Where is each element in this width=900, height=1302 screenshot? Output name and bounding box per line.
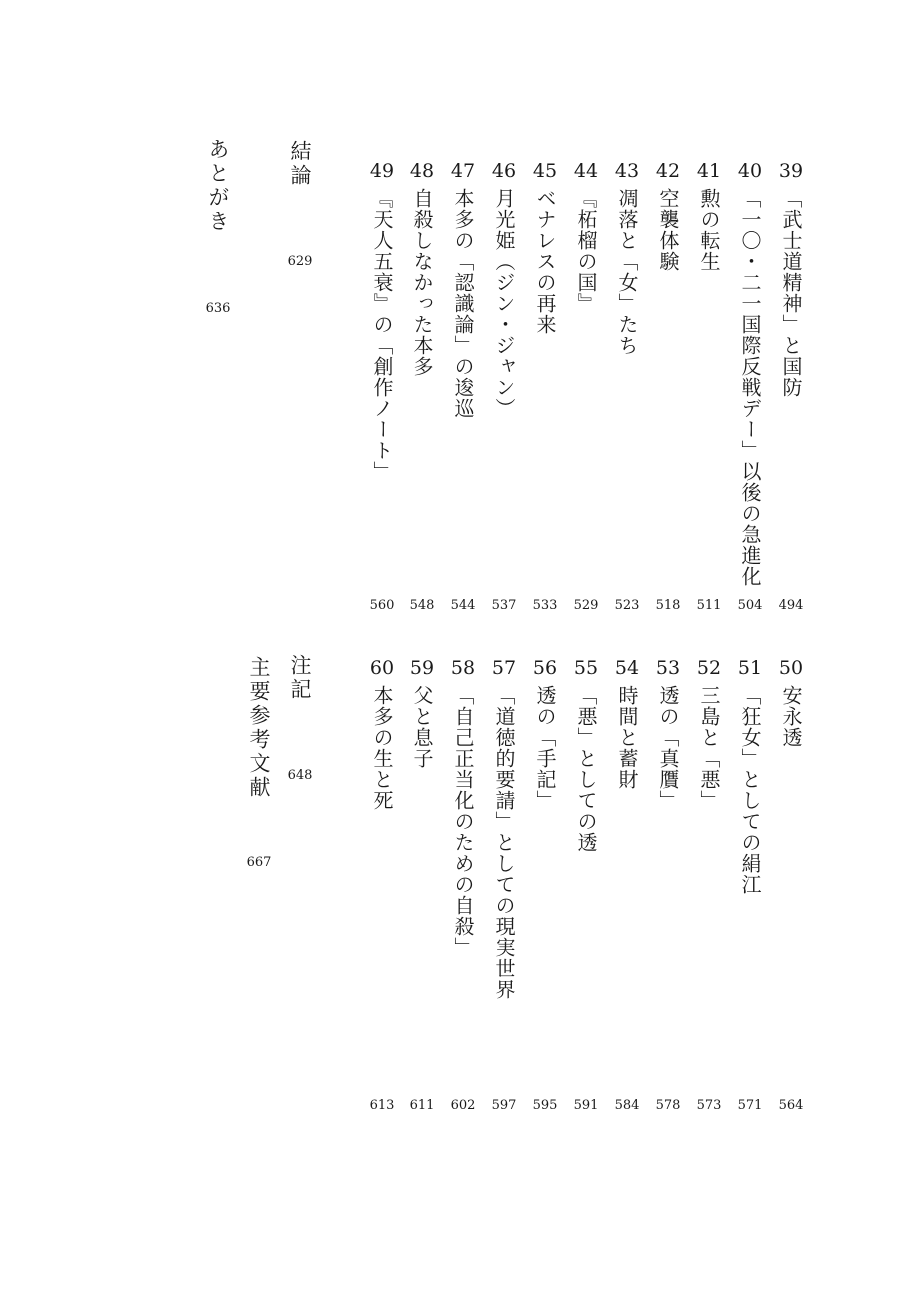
- entry-title: 『柘榴の国』: [574, 188, 598, 314]
- entry-page: 523: [614, 598, 640, 613]
- heading-title: あとがき: [206, 138, 230, 234]
- entry-page: 529: [573, 598, 599, 613]
- entry-page: 584: [614, 1098, 640, 1113]
- entry-page: 578: [655, 1098, 681, 1113]
- heading-page: 648: [287, 768, 313, 783]
- entry-page: 537: [491, 598, 517, 613]
- entry-page: 613: [369, 1098, 395, 1113]
- entry-title: 「悪」としての透: [574, 685, 598, 853]
- entry-page: 573: [696, 1098, 722, 1113]
- entry-number: 49: [369, 160, 395, 182]
- entry-number: 56: [532, 657, 558, 679]
- entry-page: 611: [409, 1098, 435, 1113]
- entry-number: 54: [614, 657, 640, 679]
- heading-title: 注記: [288, 654, 312, 702]
- entry-title: 「武士道精神」と国防: [779, 188, 803, 398]
- entry-title: 本多の「認識論」の逡巡: [451, 188, 475, 419]
- entry-page: 564: [778, 1098, 804, 1113]
- heading-page: 629: [287, 254, 313, 269]
- entry-number: 58: [450, 657, 476, 679]
- entry-page: 544: [450, 598, 476, 613]
- entry-title: 『天人五衰』の「創作ノート」: [370, 188, 394, 482]
- heading-title: 結論: [288, 140, 312, 188]
- entry-title: 「自己正当化のための自殺」: [451, 685, 475, 958]
- entry-number: 46: [491, 160, 517, 182]
- entry-number: 43: [614, 160, 640, 182]
- entry-title: 三島と「悪」: [697, 685, 721, 811]
- heading-page: 667: [246, 855, 272, 870]
- entry-page: 533: [532, 598, 558, 613]
- entry-page: 597: [491, 1098, 517, 1113]
- entry-page: 595: [532, 1098, 558, 1113]
- entry-number: 48: [409, 160, 435, 182]
- entry-number: 53: [655, 657, 681, 679]
- entry-number: 59: [409, 657, 435, 679]
- entry-page: 511: [696, 598, 722, 613]
- entry-page: 494: [778, 598, 804, 613]
- entry-title: 「一〇・二一国際反戦デー」以後の急進化: [738, 188, 762, 587]
- entry-number: 44: [573, 160, 599, 182]
- entry-number: 52: [696, 657, 722, 679]
- entry-page: 591: [573, 1098, 599, 1113]
- entry-number: 41: [696, 160, 722, 182]
- entry-title: 本多の生と死: [370, 685, 394, 811]
- entry-number: 40: [737, 160, 763, 182]
- entry-title: 勲の転生: [697, 188, 721, 272]
- entry-number: 60: [369, 657, 395, 679]
- heading-title: 主要参考文献: [247, 656, 271, 800]
- entry-page: 602: [450, 1098, 476, 1113]
- entry-number: 57: [491, 657, 517, 679]
- entry-page: 571: [737, 1098, 763, 1113]
- entry-number: 47: [450, 160, 476, 182]
- entry-page: 518: [655, 598, 681, 613]
- entry-number: 39: [778, 160, 804, 182]
- entry-title: ベナレスの再来: [533, 188, 557, 335]
- entry-title: 凋落と「女」たち: [615, 188, 639, 356]
- entry-title: 透の「真贋」: [656, 685, 680, 811]
- entry-page: 560: [369, 598, 395, 613]
- entry-title: 空襲体験: [656, 188, 680, 272]
- entry-title: 安永透: [779, 685, 803, 748]
- entry-title: 自殺しなかった本多: [410, 188, 434, 377]
- entry-title: 月光姫（ジン・ジャン）: [492, 188, 516, 419]
- entry-page: 548: [409, 598, 435, 613]
- entry-title: 「狂女」としての絹江: [738, 685, 762, 895]
- entry-number: 42: [655, 160, 681, 182]
- entry-number: 45: [532, 160, 558, 182]
- entry-title: 透の「手記」: [533, 685, 557, 811]
- heading-page: 636: [205, 301, 231, 316]
- entry-title: 父と息子: [410, 685, 434, 769]
- entry-number: 50: [778, 657, 804, 679]
- entry-number: 51: [737, 657, 763, 679]
- entry-page: 504: [737, 598, 763, 613]
- entry-title: 時間と蓄財: [615, 685, 639, 790]
- entry-title: 「道徳的要請」としての現実世界: [492, 685, 516, 1000]
- entry-number: 55: [573, 657, 599, 679]
